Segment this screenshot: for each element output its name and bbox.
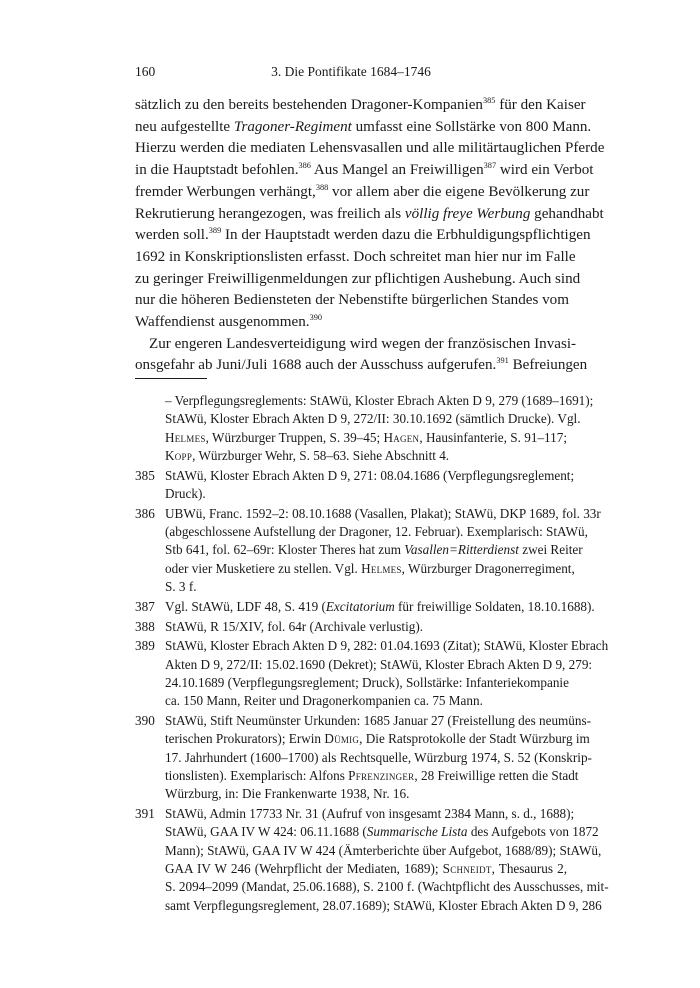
footnote-line: GAA IV W 246 (Wehrpflicht der Mediaten, 1689); Schneidt, Thesaurus 2, [165, 860, 567, 876]
body-text-line: Hierzu werden die mediaten Lehensvasallen und alle militärtauglichen Pferde [135, 140, 605, 157]
running-title: 3. Die Pontifikate 1684–1746 [271, 64, 431, 79]
footnote-line: StAWü, GAA IV W 424: 06.11.1688 (Summarische Lista des Aufgebots von 1872 [165, 824, 599, 840]
footnote-line: Mann); StAWü, GAA IV W 424 (Ämterberichte über Aufgebot, 1688/89); StAWü, [165, 842, 602, 858]
footnote-388 [135, 618, 567, 636]
footnote-line: Akten D 9, 272/II: 15.02.1690 (Dekret); StAWü, Kloster Ebrach Akten D 9, 279: [165, 656, 593, 672]
body-text-line: fremder Werbungen verhängt,$^{388}$ vor allem aber die eigene Bevölkerung zur [135, 183, 590, 200]
body-text-line: neu aufgestellte Tragoner-Regiment umfasst eine Sollstärke von 800 Mann. [135, 118, 592, 135]
footnote-line: StAWü, Kloster Ebrach Akten D 9, 271: 08.04.1686 (Verpflegungsreglement; [165, 467, 575, 483]
footnote-separator [135, 378, 207, 379]
footnote-line: oder vier Musketiere zu stellen. Vgl. Helmes, Würzburger Dragonerregiment, [165, 560, 575, 576]
footnote-number: 387 [135, 598, 155, 614]
footnote-line: – Verpflegungsreglements: StAWü, Kloster Ebrach Akten D 9, 279 (1689–1691); [165, 393, 594, 408]
footnote-line: 24.10.1689 (Verpflegungsreglement; Druck), Sollstärke: Infanteriekompanie [165, 674, 569, 690]
footnote-line: Vgl. StAWü, LDF 48, S. 419 (Excitatorium für freiwillige Soldaten, 18.10.1688). [165, 598, 595, 614]
footnote-line: 17. Jahrhundert (1600–1700) als Rechtsquelle, Würzburg 1974, S. 52 (Konskrip- [165, 749, 592, 765]
footnote-line: Stb 641, fol. 62–69r: Kloster Theres hat zum Vasallen=Ritterdienst zwei Reiter [165, 542, 583, 558]
footnote-number: 386 [135, 505, 155, 521]
footnotes [135, 392, 609, 916]
body-text-line: 1692 in Konskriptionslisten erfasst. Doch schreitet man hier nur im Falle [135, 248, 576, 265]
body-text-line: zu geringer Freiwilligenmeldungen zur pflichtigen Aushebung. Auch sind [135, 270, 581, 287]
footnote-number: 385 [135, 467, 155, 483]
footnote-line: Druck). [165, 485, 206, 501]
footnote-line: Würzburg, in: Die Frankenwarte 1938, Nr. 16. [165, 786, 410, 802]
body-text-line: onsgefahr ab Juni/Juli 1688 auch der Ausschuss aufgerufen.$^{391}$ Befreiungen [135, 356, 588, 374]
footnote-390 [135, 712, 592, 803]
footnote-389 [135, 637, 609, 710]
footnote-continued [135, 392, 594, 465]
footnote-line: tionslisten). Exemplarisch: Alfons Pfrenzinger, 28 Freiwillige retten die Stadt [165, 767, 579, 783]
footnote-number: 391 [135, 806, 155, 822]
page-number: 160 [135, 64, 156, 79]
footnote-line: StAWü, Admin 17733 Nr. 31 (Aufruf von insgesamt 2384 Mann, s. d., 1688); [165, 806, 575, 822]
footnote-line: ca. 150 Mann, Reiter und Dragonerkompanien ca. 75 Mann. [165, 693, 483, 709]
body-text-line: Rekrutierung herangezogen, was freilich als völlig freye Werbung gehandhabt [135, 205, 604, 222]
footnote-line: StAWü, Kloster Ebrach Akten D 9, 282: 01.04.1693 (Zitat); StAWü, Kloster Ebrach [165, 638, 609, 654]
footnote-line: S. 3 f. [165, 578, 197, 594]
footnote-line: UBWü, Franc. 1592–2: 08.10.1688 (Vasallen, Plakat); StAWü, DKP 1689, fol. 33r [165, 505, 601, 521]
body-text-line: Zur engeren Landesverteidigung wird wegen der französischen Invasi- [149, 335, 577, 352]
footnote-line: StAWü, R 15/XIV, fol. 64r (Archivale verlustig). [165, 618, 424, 634]
footnote-number: 390 [135, 713, 155, 729]
body-text-line: Waffendienst ausgenommen.$^{390}$ [135, 313, 323, 331]
main-text [135, 95, 605, 377]
footnote-391 [135, 805, 609, 915]
footnote-number: 388 [135, 618, 155, 634]
footnote-387 [135, 598, 595, 616]
footnote-385 [135, 467, 575, 504]
footnote-line: StAWü, Kloster Ebrach Akten D 9, 272/II: 30.10.1692 (sämtlich Drucke). Vgl. [165, 411, 581, 427]
body-text-line: sätzlich zu den bereits bestehenden Dragoner-Kompanien$^{385}$ für den Kaiser [135, 96, 586, 113]
footnote-line: Kopp, Würzburger Wehr, S. 58–63. Siehe Abschnitt 4. [165, 447, 450, 463]
footnote-number: 389 [135, 638, 155, 654]
footnote-line: Helmes, Würzburger Truppen, S. 39–45; Hagen, Hausinfanterie, S. 91–117; [165, 429, 567, 445]
body-text-line: in die Hauptstadt befohlen.$^{386}$ Aus Mangel an Freiwilligen$^{387}$ wird ein Verbot [135, 161, 594, 179]
body-text-line: nur die höheren Bediensteten der Nebenstifte bürgerlichen Standes vom [135, 292, 569, 309]
footnote-line: (abgeschlossene Aufstellung der Dragoner, 12. Februar). Exemplarisch: StAWü, [165, 524, 588, 540]
footnote-line: S. 2094–2099 (Mandat, 25.06.1688), S. 2100 f. (Wachtpflicht des Ausschusses, mit- [165, 879, 609, 895]
page-header [135, 64, 567, 84]
footnote-line: samt Verpflegungsreglement, 28.07.1689); StAWü, Kloster Ebrach Akten D 9, 286 [165, 897, 602, 913]
body-text-line: werden soll.$^{389}$ In der Hauptstadt werden dazu die Erbhuldigungspflichtigen [135, 226, 591, 244]
footnote-line: terischen Prokurators); Erwin Dümig, Die Ratsprotokolle der Stadt Würzburg im [165, 731, 590, 747]
footnote-line: StAWü, Stift Neumünster Urkunden: 1685 Januar 27 (Freistellung des neumüns- [165, 713, 592, 729]
footnote-386 [135, 505, 601, 596]
